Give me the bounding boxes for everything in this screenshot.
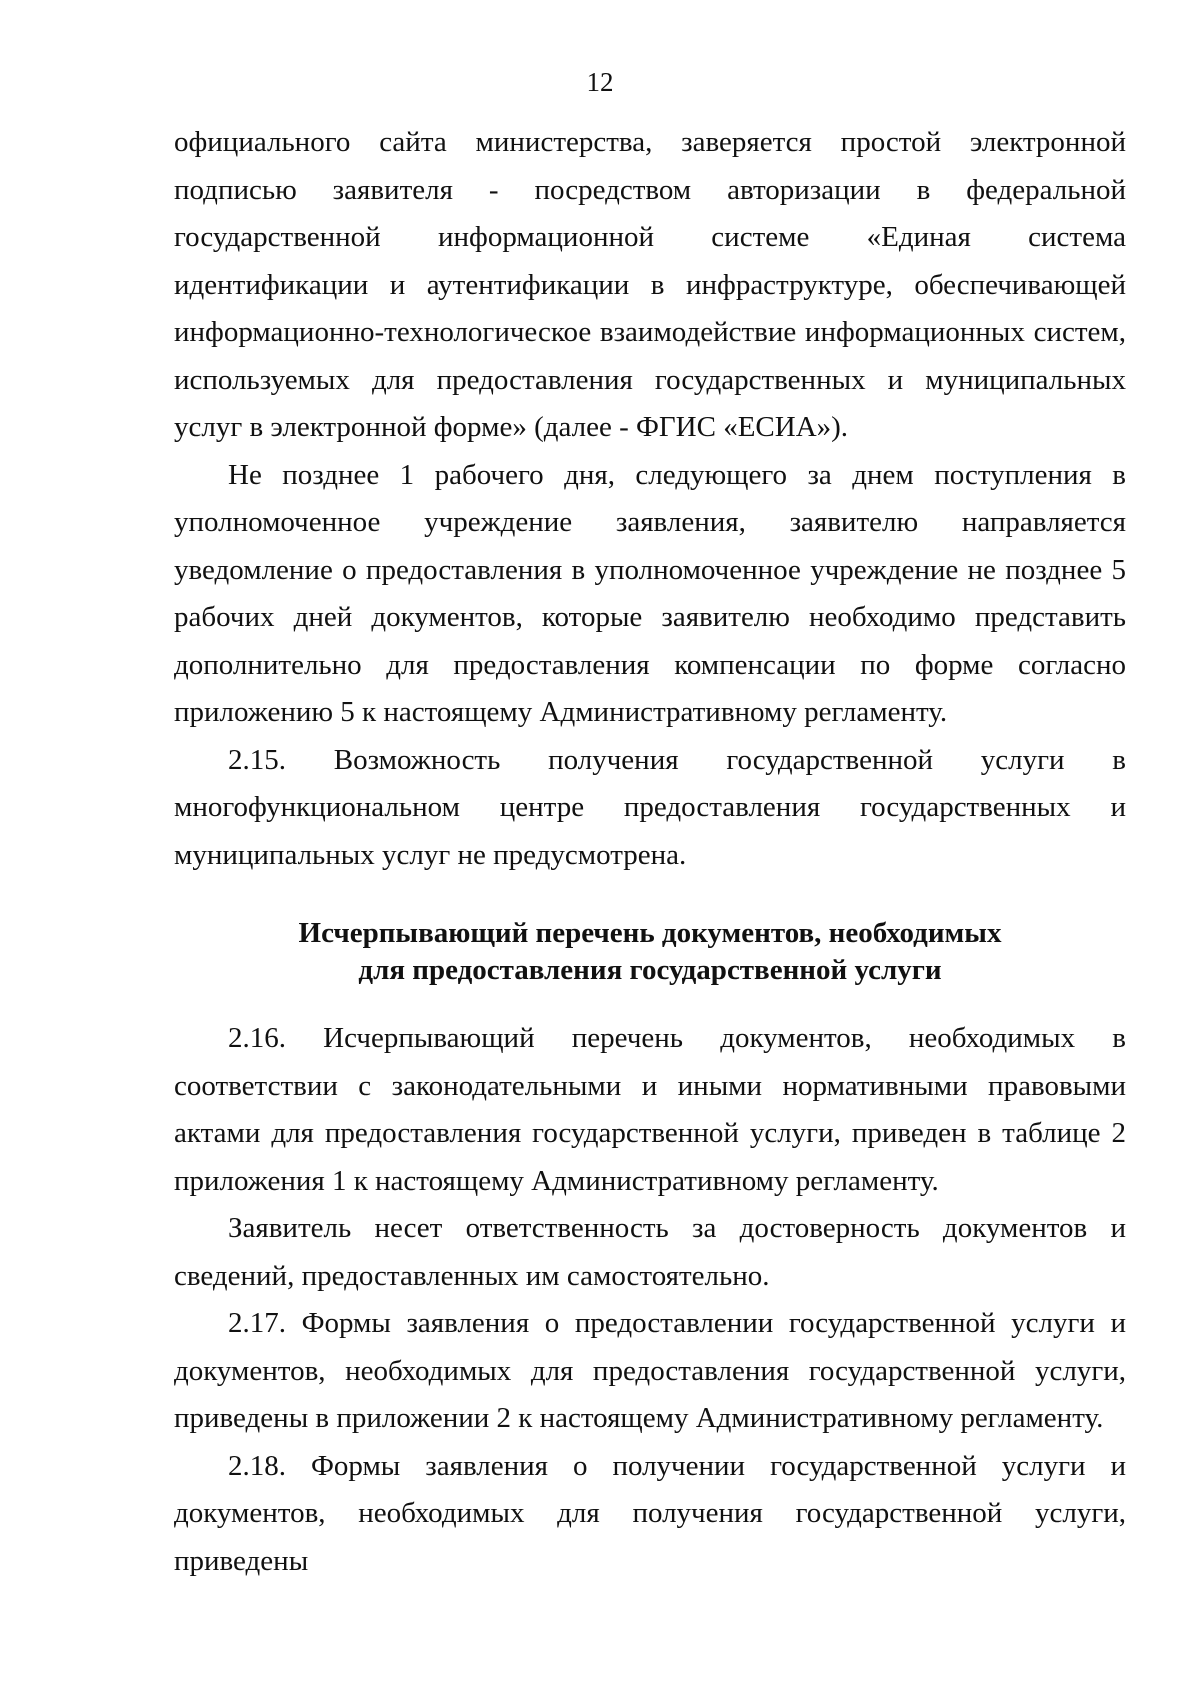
paragraph-authentication: официального сайта министерства, заверяется простой электронной подписью заявителя - посредством авторизации в федеральной государственной информационной системе «Единая система идентификации и аутентификации в инфраструктуре, обеспечивающей информационно-технологическое взаимодействие информационных систем, используемых для предоставления государственных и муниципальных услуг в электронной форме» (далее - ФГИС «ЕСИА»). [174, 126, 1126, 443]
paragraph-2-17: 2.17. Формы заявления о предоставлении государственной услуги и документов, необходимых для предоставления государственной услуги, приведены в приложении 2 к настоящему Административному регламенту. [174, 1307, 1126, 1434]
paragraph-2-16: 2.16. Исчерпывающий перечень документов, необходимых в соответствии с законодательными и иными нормативными правовыми актами для предоставления государственной услуги, приведен в таблице 2 приложения 1 к настоящему Административному регламенту. [174, 1022, 1126, 1197]
section-heading-line-1: Исчерпывающий перечень документов, необходимых [298, 917, 1002, 949]
page-number: 12 [586, 67, 614, 97]
paragraph-notification: Не позднее 1 рабочего дня, следующего за днем поступления в уполномоченное учреждение заявления, заявителю направляется уведомление о предоставления в уполномоченное учреждение не позднее 5 рабочих дней документов, которые заявителю необходимо представить дополнительно для предоставления компенсации по форме согласно приложению 5 к настоящему Административному регламенту. [174, 458, 1126, 728]
section-heading [174, 915, 1126, 989]
section-heading-line-2: для предоставления государственной услуги [358, 954, 942, 986]
paragraph-2-15: 2.15. Возможность получения государственной услуги в многофункциональном центре предоставления государственных и муниципальных услуг не предусмотрена. [174, 743, 1126, 871]
paragraph-responsibility: Заявитель несет ответственность за достоверность документов и сведений, предоставленных им самостоятельно. [174, 1212, 1126, 1292]
document-body [174, 119, 1126, 1585]
paragraph-2-18: 2.18. Формы заявления о получении государственной услуги и документов, необходимых для получения государственной услуги, приведены [174, 1449, 1126, 1577]
